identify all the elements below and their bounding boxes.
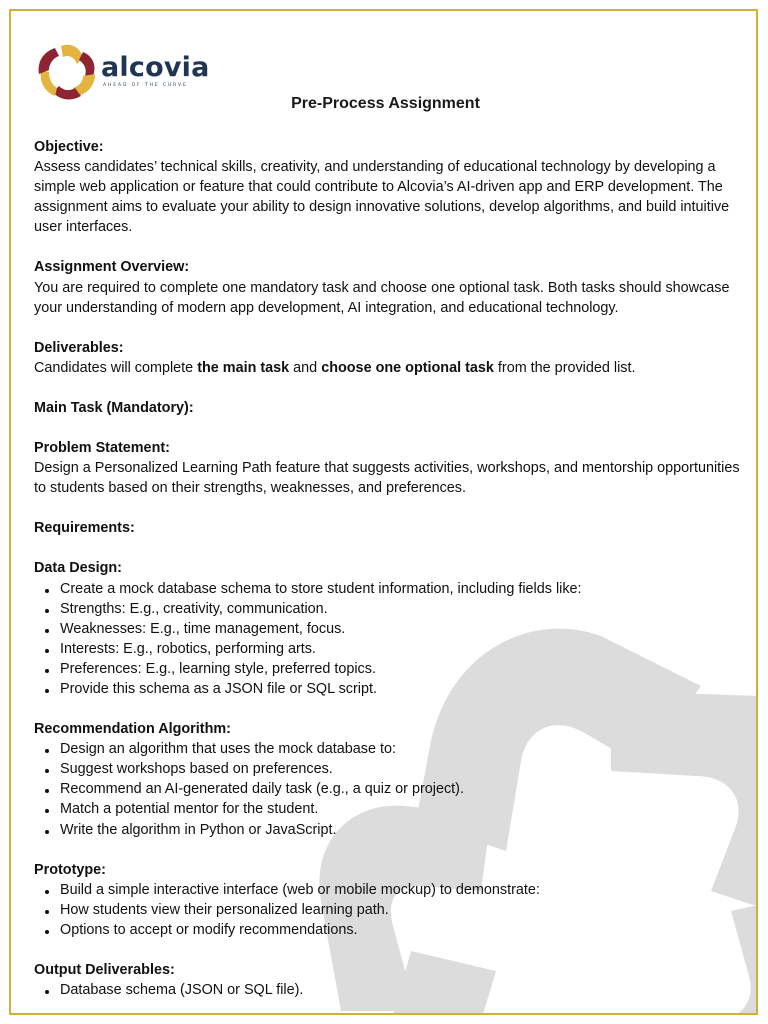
brand-name: alcovia	[101, 52, 210, 83]
list-item: Recommend an AI-generated daily task (e.g., a quiz or project).	[34, 779, 746, 799]
deliverables-emphasis: the main task	[197, 359, 290, 376]
list-item: Create a mock database schema to store student information, including fields like:	[34, 579, 746, 599]
company-logo	[37, 41, 210, 101]
prototype-heading: Prototype:	[34, 861, 106, 878]
list-item: Design an algorithm that uses the mock database to:	[34, 739, 746, 759]
document-body	[34, 137, 746, 1000]
alcovia-star-icon	[37, 41, 97, 101]
document-page	[9, 9, 758, 1015]
list-item: Match a potential mentor for the student.	[34, 799, 746, 819]
overview-text: You are required to complete one mandatory task and choose one optional task. Both tasks should showcase your understanding of modern app development, AI integration, and educational technology.	[34, 279, 730, 316]
problem-heading: Problem Statement:	[34, 440, 170, 457]
list-item: Build a simple interactive interface (web or mobile mockup) to demonstrate:	[34, 880, 746, 900]
deliverables-emphasis: choose one optional task	[321, 359, 494, 376]
requirements-heading: Requirements:	[34, 520, 135, 537]
overview-heading: Assignment Overview:	[34, 259, 190, 276]
objective-text: Assess candidates’ technical skills, creativity, and understanding of educational technology by developing a simple web application or feature that could contribute to Alcovia’s AI-driven app and ERP development. The assignment aims to evaluate your ability to design innovative solutions, develop algorithms, and build intuitive user interfaces.	[34, 159, 730, 236]
list-item: How students view their personalized learning path.	[34, 900, 746, 920]
brand-tagline: AHEAD OF THE CURVE	[103, 83, 188, 88]
main-task-heading: Main Task (Mandatory):	[34, 399, 194, 416]
objective-heading: Objective:	[34, 139, 104, 155]
output-list	[34, 980, 746, 1000]
document-title: Pre-Process Assignment	[291, 95, 480, 112]
list-item: Write the algorithm in Python or JavaScript.	[34, 820, 746, 840]
list-item: Strengths: E.g., creativity, communication.	[34, 599, 746, 619]
data-design-heading: Data Design:	[34, 560, 122, 577]
deliverables-text-part: and	[289, 359, 322, 376]
list-item: Suggest workshops based on preferences.	[34, 759, 746, 779]
list-item: Provide this schema as a JSON file or SQL script.	[34, 679, 746, 699]
deliverables-text-part: from the provided list.	[493, 359, 636, 376]
algorithm-list	[34, 739, 746, 839]
deliverables-text	[34, 358, 746, 378]
list-item: Database schema (JSON or SQL file).	[34, 980, 746, 1000]
output-heading: Output Deliverables:	[34, 962, 175, 978]
list-item: Preferences: E.g., learning style, preferred topics.	[34, 659, 746, 679]
algorithm-heading: Recommendation Algorithm:	[34, 721, 231, 738]
list-item: Options to accept or modify recommendations.	[34, 920, 746, 940]
problem-text: Design a Personalized Learning Path feature that suggests activities, workshops, and mentorship opportunities to students based on their strengths, weaknesses, and preferences.	[34, 460, 740, 497]
list-item: Weaknesses: E.g., time management, focus.	[34, 619, 746, 639]
data-design-list	[34, 579, 746, 700]
prototype-list	[34, 880, 746, 940]
deliverables-heading: Deliverables:	[34, 339, 124, 356]
deliverables-text-part: Candidates will complete	[34, 359, 198, 376]
list-item: Interests: E.g., robotics, performing arts.	[34, 639, 746, 659]
